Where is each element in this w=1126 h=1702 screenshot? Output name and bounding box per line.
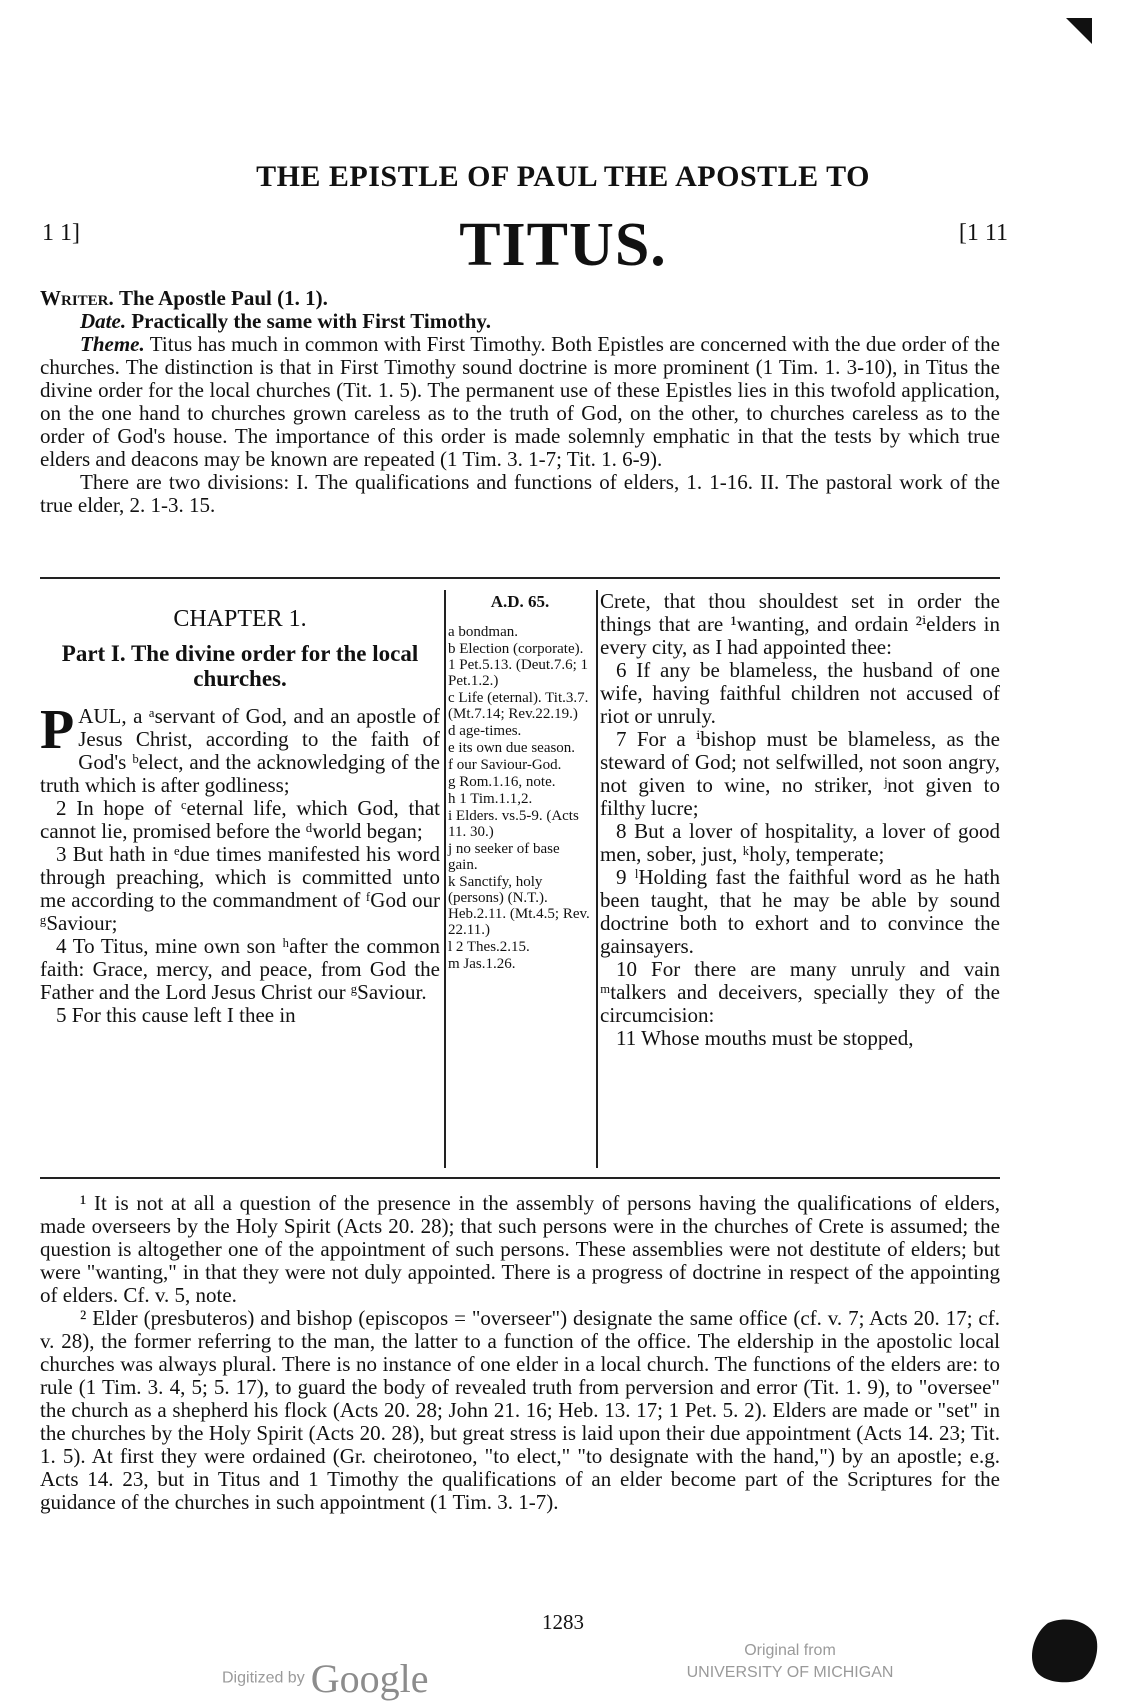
verse-5-start: 5 For this cause left I thee in bbox=[56, 1003, 296, 1027]
margin-note: j no seeker of base gain. bbox=[448, 841, 560, 873]
book-title: TITUS. bbox=[459, 211, 667, 279]
writer-label: Writer. bbox=[40, 286, 114, 310]
date-label: Date. bbox=[80, 309, 127, 333]
part-heading: Part I. The divine order for the local churches. bbox=[61, 641, 419, 691]
original-from-watermark bbox=[670, 1640, 910, 1684]
chapter-ref-right: [1 11 bbox=[958, 220, 1008, 246]
verse-8: 8 But a lover of hospitality, a lover of good men, sober, just, ᵏholy, temperate; bbox=[600, 819, 1000, 866]
verse-9: 9 ˡHolding fast the faithful word as he hath been taught, that he may be able by sound doctrine both to exhort and to convince the gainsayers. bbox=[600, 865, 1000, 958]
margin-note: d age-times. bbox=[448, 723, 522, 739]
digitized-label: Digitized by bbox=[222, 1669, 305, 1687]
margin-note: i Elders. vs.5-9. (Acts 11. 30.) bbox=[448, 808, 579, 840]
right-column-divider bbox=[596, 590, 598, 1168]
chapter-ref-left: 1 1] bbox=[42, 220, 80, 246]
right-text-column bbox=[600, 590, 1000, 1050]
original-from-label: Original from bbox=[744, 1642, 836, 1659]
verse-2: 2 In hope of ᶜeternal life, which God, that cannot lie, promised before the ᵈworld began; bbox=[40, 796, 440, 843]
date-text: Practically the same with First Timothy. bbox=[131, 309, 492, 333]
verse-1-text: AUL, a ᵃservant of God, and an apostle of Jesus Christ, according to the faith of God's ᵇelect, and the acknowledging of the truth which is after godliness; bbox=[40, 704, 440, 797]
drop-cap: P bbox=[40, 699, 75, 761]
verse-1 bbox=[40, 699, 440, 797]
verse-4: 4 To Titus, mine own son ʰafter the common faith: Grace, mercy, and peace, from God the Father and the Lord Jesus Christ our ᵍSaviour. bbox=[40, 934, 440, 1004]
footnote-1: ¹ It is not at all a question of the presence in the assembly of persons having the qualifications of elders, made overseers by the Holy Spirit (Acts 20. 28); that such persons were in the churches of Crete is assumed; the question is altogether one of the appointment of such persons. These assemblies were not destitute of elders; but were "wanting," in that they were not duly appointed. There is a progress of doctrine in respect of the appointing of elders. Cf. v. 5, note. bbox=[40, 1191, 1000, 1307]
top-divider bbox=[40, 577, 1000, 579]
writer-text: The Apostle Paul (1. 1). bbox=[119, 286, 328, 310]
margin-note: h 1 Tim.1.1,2. bbox=[448, 791, 533, 807]
verse-5-end: Crete, that thou shouldest set in order the things that are ¹wanting, and ordain ²ⁱelders in every city, as I had appointed thee: bbox=[600, 589, 1000, 659]
margin-references bbox=[448, 592, 592, 973]
epistle-heading: THE EPISTLE OF PAUL THE APOSTLE TO bbox=[256, 160, 870, 193]
margin-note: l 2 Thes.2.15. bbox=[448, 939, 530, 955]
verse-10: 10 For there are many unruly and vain ᵐtalkers and deceivers, specially they of the circumcision: bbox=[600, 957, 1000, 1027]
page-number: 1283 bbox=[542, 1610, 584, 1634]
verse-6: 6 If any be blameless, the husband of one wife, having faithful children not accused of riot or unruly. bbox=[600, 658, 1000, 728]
theme-paragraph bbox=[40, 333, 1000, 471]
margin-note: e its own due season. bbox=[448, 740, 576, 756]
margin-note: k Sanctify, holy (persons) (N.T.). Heb.2.11. (Mt.4.5; Rev. 22.11.) bbox=[448, 874, 590, 938]
margin-note: b Election (corporate). 1 Pet.5.13. (Deut.7.6; 1 Pet.1.2.) bbox=[448, 641, 588, 689]
margin-note: f our Saviour-God. bbox=[448, 757, 562, 773]
verse-3: 3 But hath in ᵉdue times manifested his word through preaching, which is committed unto me according to the commandment of ᶠGod our ᵍSaviour; bbox=[40, 842, 440, 935]
verse-7: 7 For a ⁱbishop must be blameless, as the steward of God; not selfwilled, not soon angry, not given to wine, no striker, ʲnot given to filthy lucre; bbox=[600, 727, 1000, 820]
margin-note: g Rom.1.16, note. bbox=[448, 774, 556, 790]
margin-note: c Life (eternal). Tit.3.7. (Mt.7.14; Rev.22.19.) bbox=[448, 690, 589, 722]
google-logo: Google bbox=[310, 1656, 429, 1701]
corner-triangle-icon bbox=[1066, 18, 1092, 44]
verse-11-start: 11 Whose mouths must be stopped, bbox=[616, 1026, 914, 1050]
theme-label: Theme. bbox=[80, 332, 145, 356]
theme-text: Titus has much in common with First Timothy. Both Epistles are concerned with the due order of the churches. The distinction is that in First Timothy sound doctrine is more prominent (1 Tim. 1. 3-10), in Titus the divine order for the local churches (Tit. 1. 5). The permanent use of these Epistles lies in this twofold application, on the one hand to churches grown careless as to the truth of God, on the other, to churches careless as to the order of God's house. The importance of this order is made solemnly emphatic in that the tests by which true elders and deacons may be known are repeated (1 Tim. 3. 1-7; Tit. 1. 6-9). bbox=[40, 332, 1000, 471]
digitized-by-watermark bbox=[222, 1655, 428, 1702]
book-introduction bbox=[40, 287, 1000, 517]
footnotes bbox=[40, 1192, 1000, 1514]
margin-note: m Jas.1.26. bbox=[448, 956, 516, 972]
margin-note: a bondman. bbox=[448, 624, 518, 640]
ink-blot-icon bbox=[1028, 1615, 1100, 1685]
date-line bbox=[40, 310, 1000, 333]
divisions-paragraph: There are two divisions: I. The qualifications and functions of elders, 1. 1-16. II. The pastoral work of the true elder, 2. 1-3. 15. bbox=[40, 470, 1000, 517]
writer-line bbox=[40, 287, 1000, 310]
left-text-column bbox=[40, 592, 440, 1027]
margin-date: A.D. 65. bbox=[490, 592, 550, 611]
left-column-divider bbox=[444, 590, 446, 1168]
university-label: UNIVERSITY OF MICHIGAN bbox=[686, 1664, 894, 1681]
chapter-heading: CHAPTER 1. bbox=[173, 606, 307, 632]
bottom-divider bbox=[40, 1177, 1000, 1179]
footnote-2: ² Elder (presbuteros) and bishop (episcopos = "overseer") designate the same office (cf. v. 7; Acts 20. 17; cf. v. 28), the former referring to the man, the latter to a function of the office. The eldership in the apostolic local churches was always plural. There is no instance of one elder in a local church. The functions of the elders are: to rule (1 Tim. 3. 4, 5; 5. 17), to guard the body of revealed truth from perversion and error (Tit. 1. 9), to "oversee" the church as a shepherd his flock (Acts 20. 28; John 21. 16; Heb. 13. 17; 1 Pet. 5. 2). Elders are made or "set" in the churches by the Holy Spirit (Acts 20. 28), but great stress is laid upon their due appointment (Acts 14. 23; Tit. 1. 5). At first they were ordained (Gr. cheirotoneo, "to elect," "to designate with the hand,") by an apostle; e.g. Acts 14. 23, but in Titus and 1 Timothy the qualifications of an elder become part of the Scriptures for the guidance of the churches in such appointment (1 Tim. 3. 1-7). bbox=[40, 1306, 1000, 1514]
